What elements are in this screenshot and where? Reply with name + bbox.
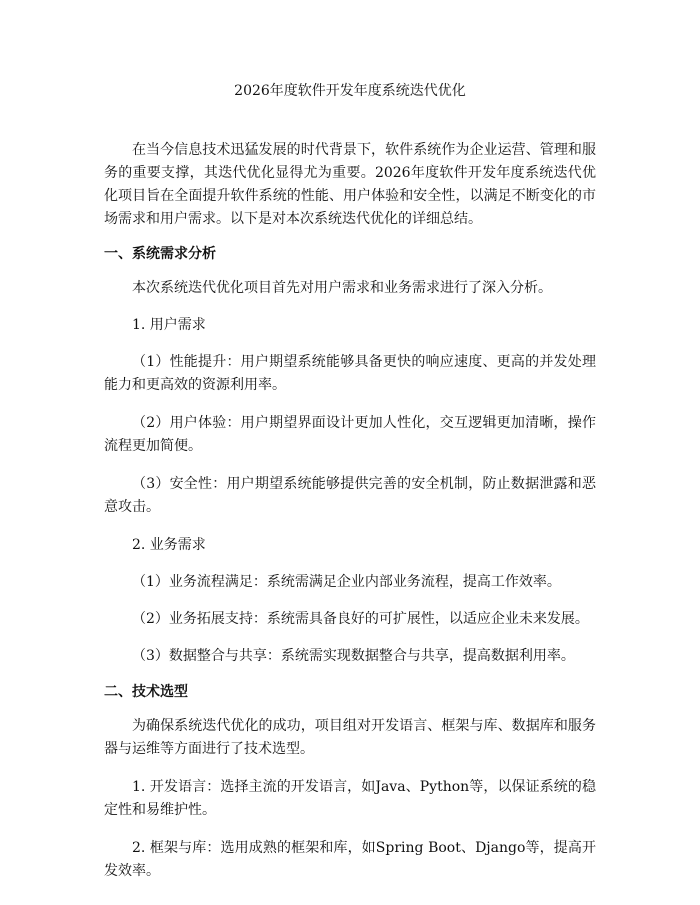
section-heading-tech-selection: 二、技术选型 (104, 684, 188, 700)
subsection-business-needs-title: 2. 业务需求 (132, 537, 206, 553)
section1-lead: 本次系统迭代优化项目首先对用户需求和业务需求进行了深入分析。 (132, 280, 552, 296)
user-need-item: （3）安全性：用户期望系统能够提供完善的安全机制，防止数据泄露和恶意攻击。 (104, 476, 596, 515)
business-need-item: （3）数据整合与共享：系统需实现数据整合与共享，提高数据利用率。 (132, 648, 575, 664)
user-need-item: （2）用户体验：用户期望界面设计更加人性化，交互逻辑更加清晰，操作流程更加简便。 (104, 415, 596, 454)
tech-item: 2. 框架与库：选用成熟的框架和库，如Spring Boot、Django等，提高开发效率。 (104, 840, 596, 879)
user-need-item: （1）性能提升：用户期望系统能够具备更快的响应速度、更高的并发处理能力和更高效的资源利用率。 (104, 354, 596, 393)
tech-item: 1. 开发语言：选择主流的开发语言，如Java、Python等，以保证系统的稳定性和易维护性。 (104, 779, 596, 818)
subsection-user-needs-title: 1. 用户需求 (132, 317, 206, 333)
business-need-item: （1）业务流程满足：系统需满足企业内部业务流程，提高工作效率。 (132, 574, 561, 590)
document-title: 2026年度软件开发年度系统迭代优化 (234, 83, 466, 99)
intro-paragraph: 在当今信息技术迅猛发展的时代背景下，软件系统作为企业运营、管理和服务的重要支撑，其迭代优化显得尤为重要。2026年度软件开发年度系统迭代优化项目旨在全面提升软件系统的性能、用户体验和安全性，以满足不断变化的市场需求和用户需求。以下是对本次系统迭代优化的详细总结。 (104, 142, 596, 227)
business-need-item: （2）业务拓展支持：系统需具备良好的可扩展性，以适应企业未来发展。 (132, 611, 589, 627)
section2-lead: 为确保系统迭代优化的成功，项目组对开发语言、框架与库、数据库和服务器与运维等方面进行了技术选型。 (104, 718, 596, 757)
section-heading-requirements: 一、系统需求分析 (104, 246, 216, 262)
